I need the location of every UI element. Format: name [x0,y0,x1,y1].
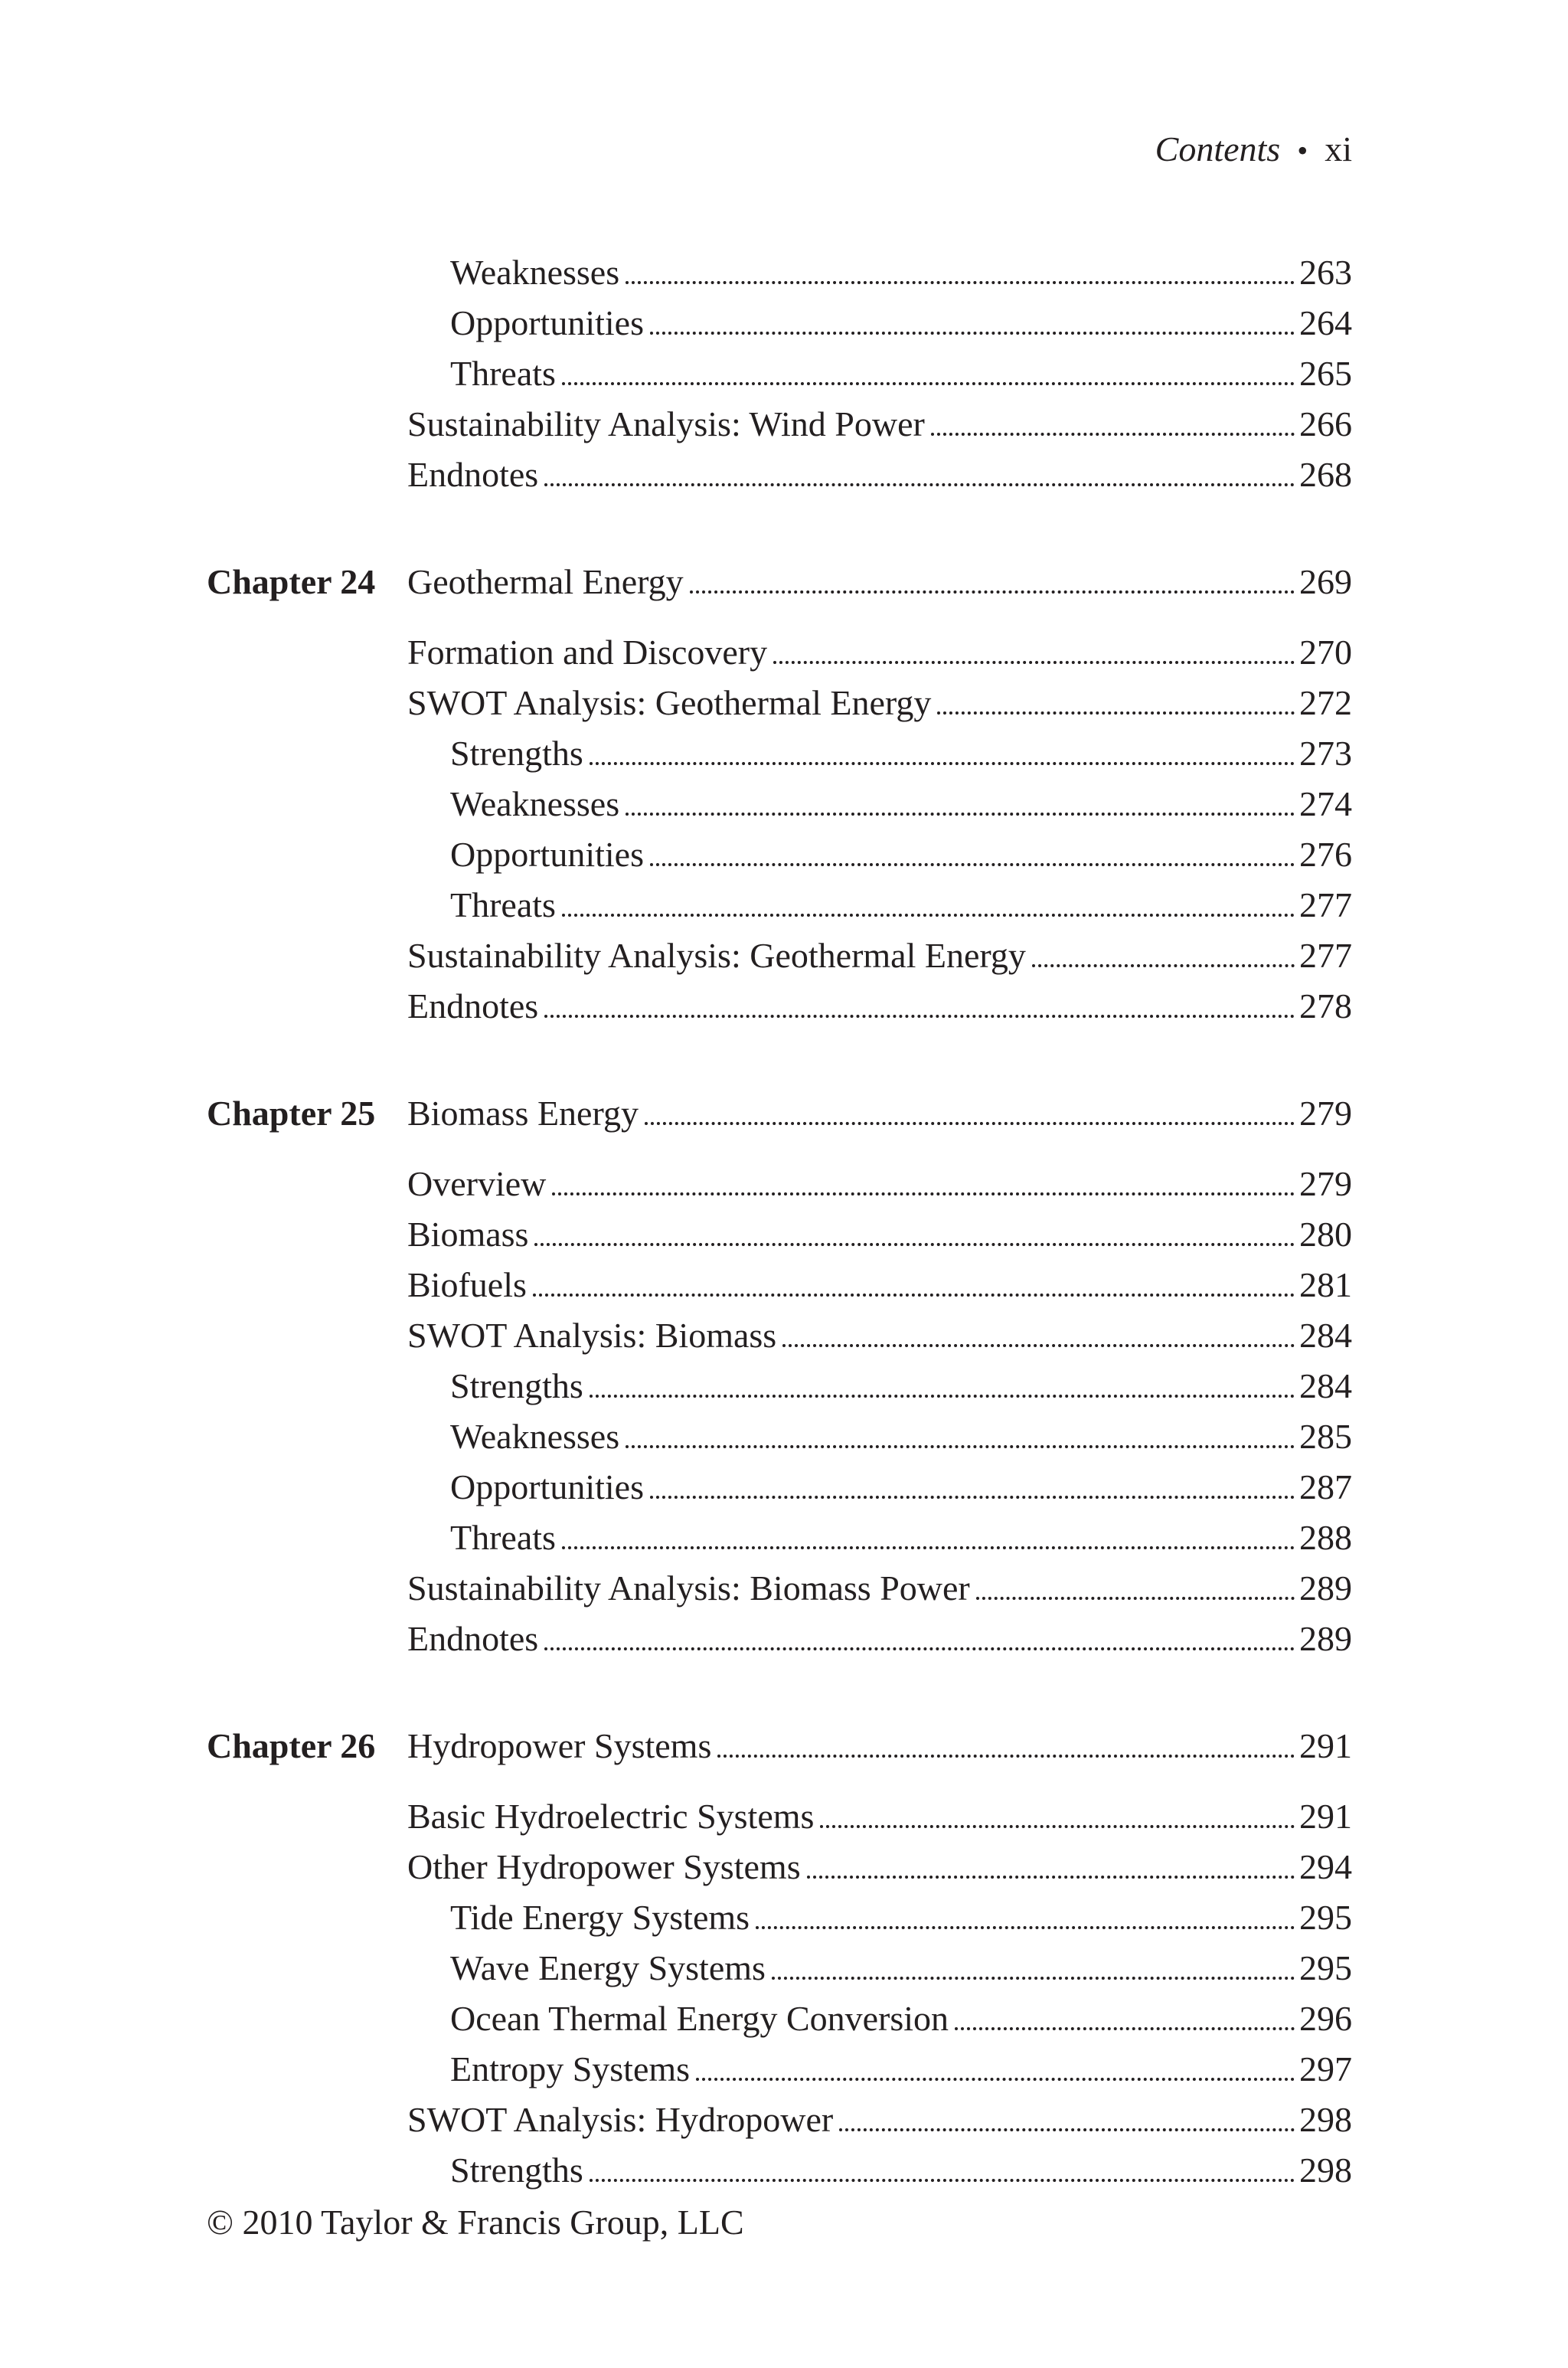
toc-entry-row [207,2144,1352,2195]
toc-entry-row [207,829,1352,879]
toc-entry-row [207,778,1352,829]
dot-leader [562,382,1295,385]
toc-entry [450,783,1352,824]
toc-page-number: 279 [1299,1163,1352,1203]
toc-page-number: 264 [1299,303,1352,342]
dot-leader [590,762,1295,765]
toc-entry [450,885,1352,925]
toc-entry [450,1948,1352,1988]
toc-entry-title: Geothermal Energy [407,561,684,601]
toc-entry [407,1725,1352,1766]
dot-leader [976,1597,1295,1600]
toc-entry [407,632,1352,672]
toc-entry-title: Threats [450,353,556,393]
toc-entry-title: Opportunities [450,303,644,342]
dot-leader [626,281,1295,284]
toc-entry-title: Weaknesses [450,252,620,292]
toc-entry-row [207,2094,1352,2144]
dot-leader [717,1755,1295,1758]
toc-entry-title: Formation and Discovery [407,632,768,672]
toc-page-number: 298 [1299,2099,1352,2139]
toc-entry [407,1796,1352,1837]
chapter-spacer [207,1031,1352,1088]
dot-leader [696,2078,1295,2081]
toc-entry-title: Hydropower Systems [407,1725,712,1765]
toc-entry-title: Biomass Energy [407,1093,639,1133]
toc-page-number: 279 [1299,1093,1352,1133]
toc-entry [407,561,1352,602]
toc-entry-title: Biomass [407,1214,529,1254]
toc-page-number: 270 [1299,632,1352,672]
toc-entry-title: Sustainability Analysis: Biomass Power [407,1568,970,1608]
toc-entry-title: SWOT Analysis: Hydropower [407,2099,834,2139]
toc-entry-title: Endnotes [407,454,539,494]
toc-entry-title: Overview [407,1163,547,1203]
chapter-spacer [207,1663,1352,1720]
toc-page-number: 288 [1299,1517,1352,1557]
toc-page-number: 265 [1299,353,1352,393]
toc-entry [407,935,1352,976]
dot-leader [931,433,1295,436]
dot-leader [645,1122,1295,1125]
dot-leader [937,711,1295,715]
toc-page-number: 295 [1299,1897,1352,1937]
chapter-label: Chapter 26 [207,1725,376,1765]
toc-entry [450,1467,1352,1507]
toc-entry [450,1998,1352,2039]
toc-entry-row [207,626,1352,677]
toc-page-number: 291 [1299,1725,1352,1765]
toc-entry-title: Threats [450,885,556,924]
chapter-heading-spacer [207,607,1352,626]
toc-entry-row [207,980,1352,1031]
toc-page-number: 277 [1299,885,1352,924]
toc-entry [407,2099,1352,2140]
toc-page-number: 272 [1299,682,1352,722]
toc-entry-row [207,1461,1352,1512]
toc-entry-title: Endnotes [407,986,539,1025]
toc-page-number: 298 [1299,2150,1352,2190]
toc-entry [407,1214,1352,1254]
toc-entry-row [207,247,1352,297]
table-of-contents [207,247,1352,2195]
toc-page-number: 266 [1299,404,1352,443]
toc-entry-row [207,930,1352,980]
toc-entry [407,682,1352,723]
toc-entry [407,454,1352,495]
toc-page-number: 284 [1299,1366,1352,1405]
toc-entry-title: Basic Hydroelectric Systems [407,1796,815,1836]
dot-leader [782,1344,1295,1347]
toc-entry [450,303,1352,343]
toc-entry-title: Sustainability Analysis: Wind Power [407,404,925,443]
toc-entry [407,1093,1352,1133]
toc-entry [407,1846,1352,1887]
dot-leader [626,1445,1295,1448]
toc-entry-row [207,879,1352,930]
dot-leader [562,1546,1295,1549]
dot-leader [1032,964,1295,967]
toc-page-number: 281 [1299,1264,1352,1304]
dot-leader [756,1926,1295,1929]
dot-leader [533,1294,1295,1297]
toc-entry-title: Threats [450,1517,556,1557]
chapter-heading-spacer [207,1138,1352,1158]
dot-leader [562,914,1295,917]
toc-page-number: 276 [1299,834,1352,874]
dot-leader [590,1395,1295,1398]
toc-entry-row [207,1310,1352,1360]
toc-page-number: 280 [1299,1214,1352,1254]
toc-entry-row [207,1158,1352,1209]
toc-entry [450,353,1352,394]
chapter-label: Chapter 24 [207,561,376,601]
toc-page-number: 289 [1299,1618,1352,1658]
toc-entry [407,986,1352,1026]
toc-entry-row [207,1892,1352,1942]
toc-entry [407,1568,1352,1608]
running-head [1155,126,1352,174]
toc-entry [450,2150,1352,2190]
toc-entry [407,1264,1352,1305]
toc-entry-title: Tide Energy Systems [450,1897,750,1937]
toc-entry-title: Entropy Systems [450,2049,691,2088]
chapter-heading-spacer [207,1771,1352,1791]
toc-chapter-row [207,556,1352,607]
dot-leader [807,1876,1295,1879]
dot-leader [590,2179,1295,2182]
toc-chapter-row [207,1720,1352,1771]
toc-page-number: 273 [1299,733,1352,773]
toc-page-number: 287 [1299,1467,1352,1506]
toc-entry-row [207,1993,1352,2043]
toc-entry-row [207,2043,1352,2094]
toc-entry-title: Wave Energy Systems [450,1948,766,1987]
toc-entry [407,1163,1352,1204]
toc-entry-row [207,348,1352,398]
toc-entry [407,1315,1352,1356]
toc-entry-row [207,1411,1352,1461]
toc-entry-title: Sustainability Analysis: Geothermal Energy [407,935,1026,975]
toc-entry-title: Opportunities [450,1467,644,1506]
toc-page-number: 285 [1299,1416,1352,1456]
dot-leader [839,2128,1295,2131]
dot-leader [650,1496,1295,1499]
toc-entry [450,834,1352,875]
toc-page-number: 295 [1299,1948,1352,1987]
toc-page-number: 277 [1299,935,1352,975]
toc-page-number: 297 [1299,2049,1352,2088]
toc-entry-row [207,1209,1352,1259]
toc-entry [407,1618,1352,1659]
toc-entry-title: Other Hydropower Systems [407,1846,801,1886]
dot-leader [544,1015,1295,1018]
toc-chapter-row [207,1088,1352,1138]
toc-entry-title: Strengths [450,733,583,773]
toc-entry-row [207,677,1352,728]
toc-page-number: 263 [1299,252,1352,292]
dot-leader [820,1825,1295,1828]
dot-leader [773,661,1295,664]
toc-page-number: 269 [1299,561,1352,601]
toc-entry-row [207,1562,1352,1613]
toc-entry-row [207,728,1352,778]
dot-leader [650,332,1295,335]
toc-entry-title: Biofuels [407,1264,527,1304]
dot-leader [690,590,1295,594]
toc-entry-title: Weaknesses [450,1416,620,1456]
toc-entry-row [207,398,1352,449]
toc-entry-title: Opportunities [450,834,644,874]
toc-entry-title: Endnotes [407,1618,539,1658]
toc-entry-row [207,1791,1352,1841]
toc-entry [450,1897,1352,1938]
toc-entry [450,2049,1352,2089]
toc-entry-title: Weaknesses [450,783,620,823]
toc-entry [450,733,1352,774]
toc-entry-row [207,1512,1352,1562]
toc-entry-row [207,1360,1352,1411]
toc-entry-title: Ocean Thermal Energy Conversion [450,1998,949,2038]
dot-leader [650,863,1295,866]
dot-leader [626,813,1295,816]
dot-leader [552,1192,1295,1195]
running-head-bullet: • [1297,133,1308,168]
toc-entry-title: Strengths [450,1366,583,1405]
toc-page-number: 296 [1299,1998,1352,2038]
dot-leader [544,1647,1295,1650]
toc-entry [450,252,1352,293]
chapter-spacer [207,499,1352,556]
toc-entry-title: SWOT Analysis: Biomass [407,1315,777,1355]
running-head-section: Contents [1155,129,1281,168]
dot-leader [544,483,1295,486]
toc-entry [450,1366,1352,1406]
copyright-footer: © 2010 Taylor & Francis Group, LLC [207,2203,744,2242]
toc-page-number: 291 [1299,1796,1352,1836]
toc-entry-row [207,449,1352,499]
toc-page-number: 284 [1299,1315,1352,1355]
toc-entry-row [207,1613,1352,1663]
toc-entry-row [207,1841,1352,1892]
dot-leader [772,1977,1295,1980]
toc-entry-row [207,297,1352,348]
toc-entry-row [207,1942,1352,1993]
toc-entry [450,1416,1352,1457]
toc-entry [407,404,1352,444]
toc-entry-title: SWOT Analysis: Geothermal Energy [407,682,932,722]
running-head-page-number: xi [1325,129,1352,168]
toc-page-number: 274 [1299,783,1352,823]
dot-leader [955,2027,1295,2030]
toc-page-number: 268 [1299,454,1352,494]
dot-leader [534,1243,1295,1246]
toc-page-number: 289 [1299,1568,1352,1608]
toc-entry-title: Strengths [450,2150,583,2190]
toc-page-number: 278 [1299,986,1352,1025]
toc-page-number: 294 [1299,1846,1352,1886]
toc-entry-row [207,1259,1352,1310]
toc-entry [450,1517,1352,1558]
chapter-label: Chapter 25 [207,1093,376,1133]
